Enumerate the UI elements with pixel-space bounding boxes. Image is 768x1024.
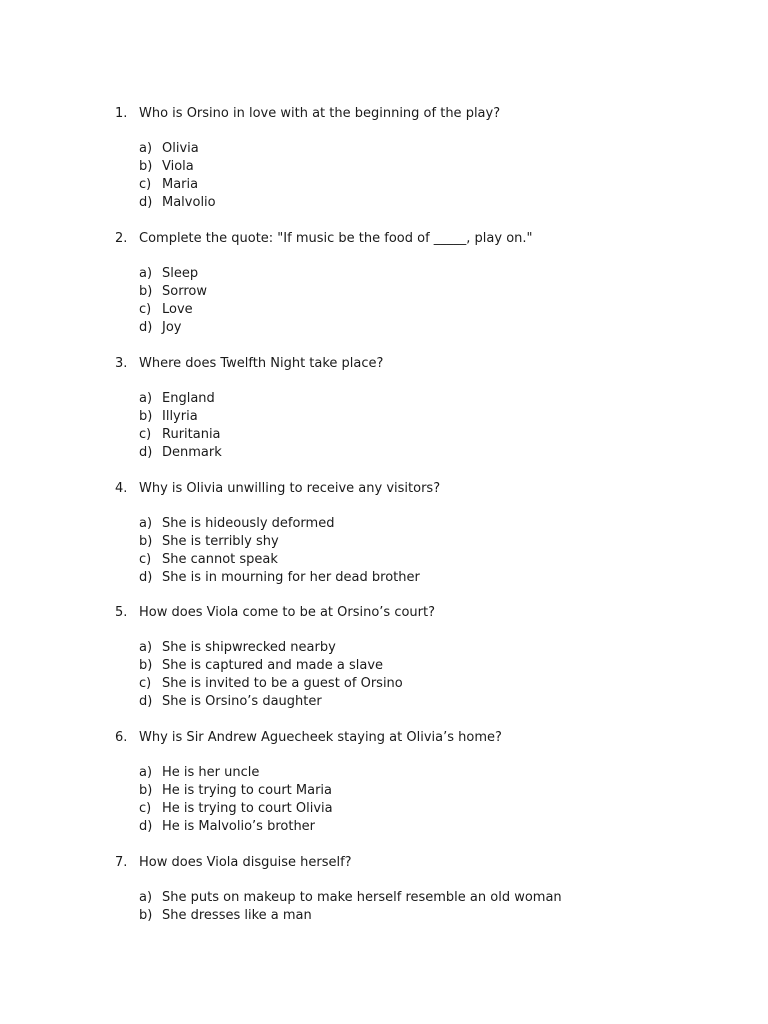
option-item <box>0 907 768 925</box>
option-letter: a) <box>139 640 153 655</box>
option-text: Sleep <box>162 266 199 281</box>
question-number: 1. <box>115 106 128 121</box>
option-item <box>0 693 768 711</box>
option-text: Maria <box>162 177 199 192</box>
question-text: Who is Orsino in love with at the beginning of the play? <box>139 106 501 121</box>
option-text: She is terribly shy <box>162 534 279 549</box>
option-item <box>0 551 768 569</box>
option-item <box>0 444 768 462</box>
option-text: He is her uncle <box>162 765 260 780</box>
option-text: She cannot speak <box>162 552 278 567</box>
option-text: She is in mourning for her dead brother <box>162 570 420 585</box>
option-text: Love <box>162 302 193 317</box>
option-letter: d) <box>139 694 153 709</box>
option-item <box>0 426 768 444</box>
option-list <box>0 639 768 711</box>
question-text: Why is Sir Andrew Aguecheek staying at Olivia’s home? <box>139 730 502 745</box>
option-text: Viola <box>162 159 194 174</box>
option-item <box>0 675 768 693</box>
option-letter: c) <box>139 552 152 567</box>
option-text: He is trying to court Maria <box>162 783 332 798</box>
question-text: Complete the quote: "If music be the food of _____, play on." <box>139 231 533 246</box>
option-list <box>0 889 768 925</box>
option-letter: d) <box>139 445 153 460</box>
question-text: Where does Twelfth Night take place? <box>139 356 384 371</box>
option-text: She is hideously deformed <box>162 516 335 531</box>
option-letter: b) <box>139 908 153 923</box>
option-letter: c) <box>139 302 152 317</box>
option-item <box>0 657 768 675</box>
option-text: He is trying to court Olivia <box>162 801 333 816</box>
option-item <box>0 800 768 818</box>
option-text: Malvolio <box>162 195 216 210</box>
question-number: 5. <box>115 605 128 620</box>
option-item <box>0 265 768 283</box>
question-number: 6. <box>115 730 128 745</box>
option-list <box>0 764 768 836</box>
option-letter: a) <box>139 765 153 780</box>
option-item <box>0 176 768 194</box>
option-item <box>0 764 768 782</box>
option-item <box>0 319 768 337</box>
option-letter: a) <box>139 890 153 905</box>
option-text: She is invited to be a guest of Orsino <box>162 676 403 691</box>
option-item <box>0 569 768 587</box>
option-list <box>0 140 768 212</box>
option-letter: b) <box>139 783 153 798</box>
question-number: 3. <box>115 356 128 371</box>
option-letter: c) <box>139 801 152 816</box>
option-text: She is Orsino’s daughter <box>162 694 322 709</box>
option-letter: a) <box>139 266 153 281</box>
option-text: She puts on makeup to make herself resemble an old woman <box>162 890 562 905</box>
option-item <box>0 639 768 657</box>
option-text: Denmark <box>162 445 222 460</box>
option-letter: a) <box>139 141 153 156</box>
option-letter: d) <box>139 195 153 210</box>
option-text: She is captured and made a slave <box>162 658 384 673</box>
option-letter: d) <box>139 570 153 585</box>
option-item <box>0 515 768 533</box>
option-text: Sorrow <box>162 284 207 299</box>
option-letter: c) <box>139 427 152 442</box>
option-text: England <box>162 391 215 406</box>
option-text: She is shipwrecked nearby <box>162 640 336 655</box>
option-item <box>0 889 768 907</box>
option-item <box>0 533 768 551</box>
option-item <box>0 140 768 158</box>
option-list <box>0 515 768 587</box>
option-item <box>0 818 768 836</box>
option-letter: c) <box>139 177 152 192</box>
option-letter: d) <box>139 819 153 834</box>
option-list <box>0 390 768 462</box>
option-item <box>0 158 768 176</box>
option-text: Joy <box>162 320 182 335</box>
option-letter: d) <box>139 320 153 335</box>
question-text: How does Viola disguise herself? <box>139 855 352 870</box>
option-letter: c) <box>139 676 152 691</box>
option-item <box>0 301 768 319</box>
option-item <box>0 408 768 426</box>
question-number: 2. <box>115 231 128 246</box>
option-letter: b) <box>139 284 153 299</box>
option-item <box>0 390 768 408</box>
option-item <box>0 782 768 800</box>
option-text: Illyria <box>162 409 198 424</box>
question-number: 7. <box>115 855 128 870</box>
option-text: Ruritania <box>162 427 221 442</box>
option-letter: a) <box>139 516 153 531</box>
option-text: Olivia <box>162 141 199 156</box>
option-text: He is Malvolio’s brother <box>162 819 316 834</box>
option-letter: b) <box>139 534 153 549</box>
question-number: 4. <box>115 481 128 496</box>
option-letter: a) <box>139 391 153 406</box>
option-text: She dresses like a man <box>162 908 312 923</box>
option-letter: b) <box>139 409 153 424</box>
question-text: Why is Olivia unwilling to receive any visitors? <box>139 481 441 496</box>
option-letter: b) <box>139 159 153 174</box>
option-item <box>0 283 768 301</box>
question-text: How does Viola come to be at Orsino’s court? <box>139 605 436 620</box>
option-list <box>0 265 768 337</box>
option-letter: b) <box>139 658 153 673</box>
option-item <box>0 194 768 212</box>
